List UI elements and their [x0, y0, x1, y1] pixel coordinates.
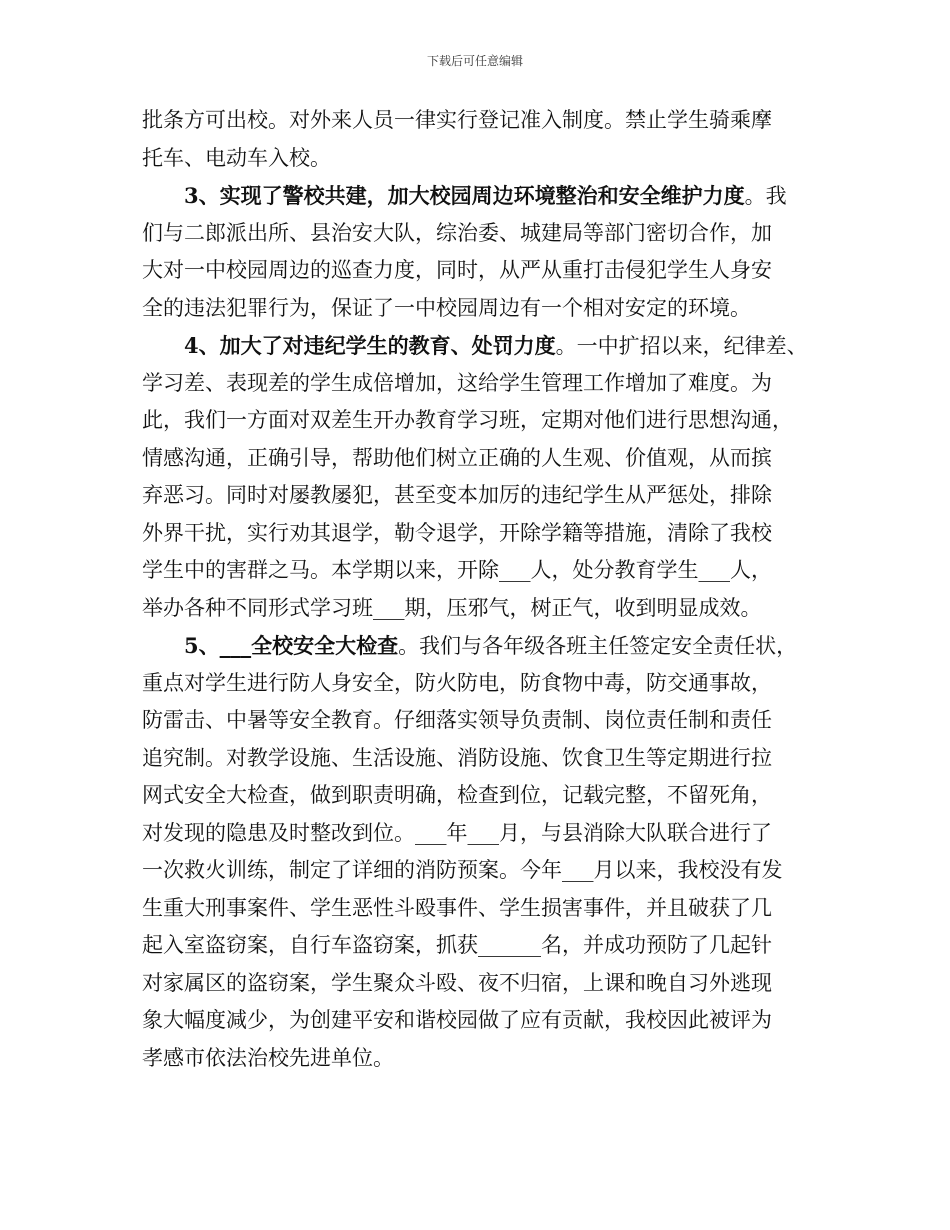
text-line [142, 965, 814, 1003]
section-heading: 5、___全校安全大检查 [184, 633, 399, 658]
page-header: 下载后可任意编辑 [426, 54, 523, 68]
text-line [142, 365, 814, 403]
text-line [142, 665, 814, 703]
text-line [142, 702, 814, 740]
text-line [142, 852, 814, 890]
text-line [142, 140, 814, 178]
text-line [142, 590, 814, 628]
line-text: 托车、电动车入校。 [142, 145, 331, 170]
text-line [142, 477, 814, 515]
text-line [142, 627, 814, 665]
line-text: 大对一中校园周边的巡查力度，同时，从严从重打击侵犯学生人身安 [142, 258, 772, 282]
text-line [142, 777, 814, 815]
text-line [142, 515, 814, 553]
section-heading: 3、实现了警校共建，加大校园周边环境整治和安全维护力度 [184, 183, 745, 208]
text-line [142, 740, 814, 778]
line-text: 对家属区的盗窃案，学生聚众斗殴、夜不归宿，上课和晚自习外逃现 [142, 970, 772, 995]
line-text: 起入室盗窃案，自行车盗窃案，抓获______名，并成功预防了几起针 [142, 933, 772, 957]
line-text: 象大幅度减少，为创建平安和谐校园做了应有贡献，我校因此被评为 [142, 1008, 772, 1032]
line-text: 。我 [744, 184, 787, 208]
text-line [142, 290, 814, 328]
text-line [142, 215, 814, 253]
line-text: 防雷击、中暑等安全教育。仔细落实领导负责制、岗位责任制和责任 [142, 708, 772, 732]
line-text: 对发现的隐患及时整改到位。___年___月，与县消除大队联合进行了 [142, 820, 772, 845]
text-line [142, 102, 814, 140]
text-line [142, 1002, 814, 1040]
line-text: 学生中的害群之马。本学期以来，开除___人，处分教育学生___人， [142, 558, 772, 582]
text-line [142, 890, 814, 928]
line-text: 举办各种不同形式学习班___期，压邪气，树正气，收到明显成效。 [142, 595, 762, 620]
line-text: 生重大刑事案件、学生恶性斗殴事件、学生损害事件，并且破获了几 [142, 895, 772, 920]
text-line [142, 402, 814, 440]
line-text: 们与二郎派出所、县治安大队，综治委、城建局等部门密切合作，加 [142, 220, 772, 245]
line-text: 。一中扩招以来，纪律差、 [555, 334, 808, 358]
document-body [142, 102, 814, 1077]
line-text: 网式安全大检查，做到职责明确，检查到位，记载完整，不留死角， [142, 783, 772, 807]
line-text: 全的违法犯罪行为，保证了一中校园周边有一个相对安定的环境。 [142, 295, 751, 320]
line-text: 批条方可出校。对外来人员一律实行登记准入制度。禁止学生骑乘摩 [142, 108, 772, 132]
line-text: 追究制。对教学设施、生活设施、消防设施、饮食卫生等定期进行拉 [142, 745, 772, 770]
text-line [142, 552, 814, 590]
line-text: 外界干扰，实行劝其退学，勒令退学，开除学籍等措施，清除了我校 [142, 520, 772, 545]
text-line [142, 440, 814, 478]
line-text: 孝感市依法治校先进单位。 [142, 1045, 394, 1070]
text-line [142, 327, 814, 365]
text-line [142, 815, 814, 853]
line-text: 学习差、表现差的学生成倍增加，这给学生管理工作增加了难度。为 [142, 370, 772, 395]
text-line [142, 1040, 814, 1078]
line-text: 弃恶习。同时对屡教屡犯，甚至变本加厉的违纪学生从严惩处，排除 [142, 483, 772, 507]
text-line [142, 252, 814, 290]
line-text: 一次救火训练，制定了详细的消防预案。今年___月以来，我校没有发 [142, 858, 783, 882]
section-heading: 4、加大了对违纪学生的教育、处罚力度 [184, 333, 556, 358]
line-text: 重点对学生进行防人身安全，防火防电，防食物中毒，防交通事故， [142, 670, 772, 695]
text-line [142, 927, 814, 965]
line-text: 。我们与各年级各班主任签定安全责任状， [398, 634, 798, 658]
line-text: 此，我们一方面对双差生开办教育学习班，定期对他们进行思想沟通， [142, 408, 793, 432]
text-line [142, 177, 814, 215]
line-text: 情感沟通，正确引导，帮助他们树立正确的人生观、价值观，从而摈 [142, 445, 772, 470]
